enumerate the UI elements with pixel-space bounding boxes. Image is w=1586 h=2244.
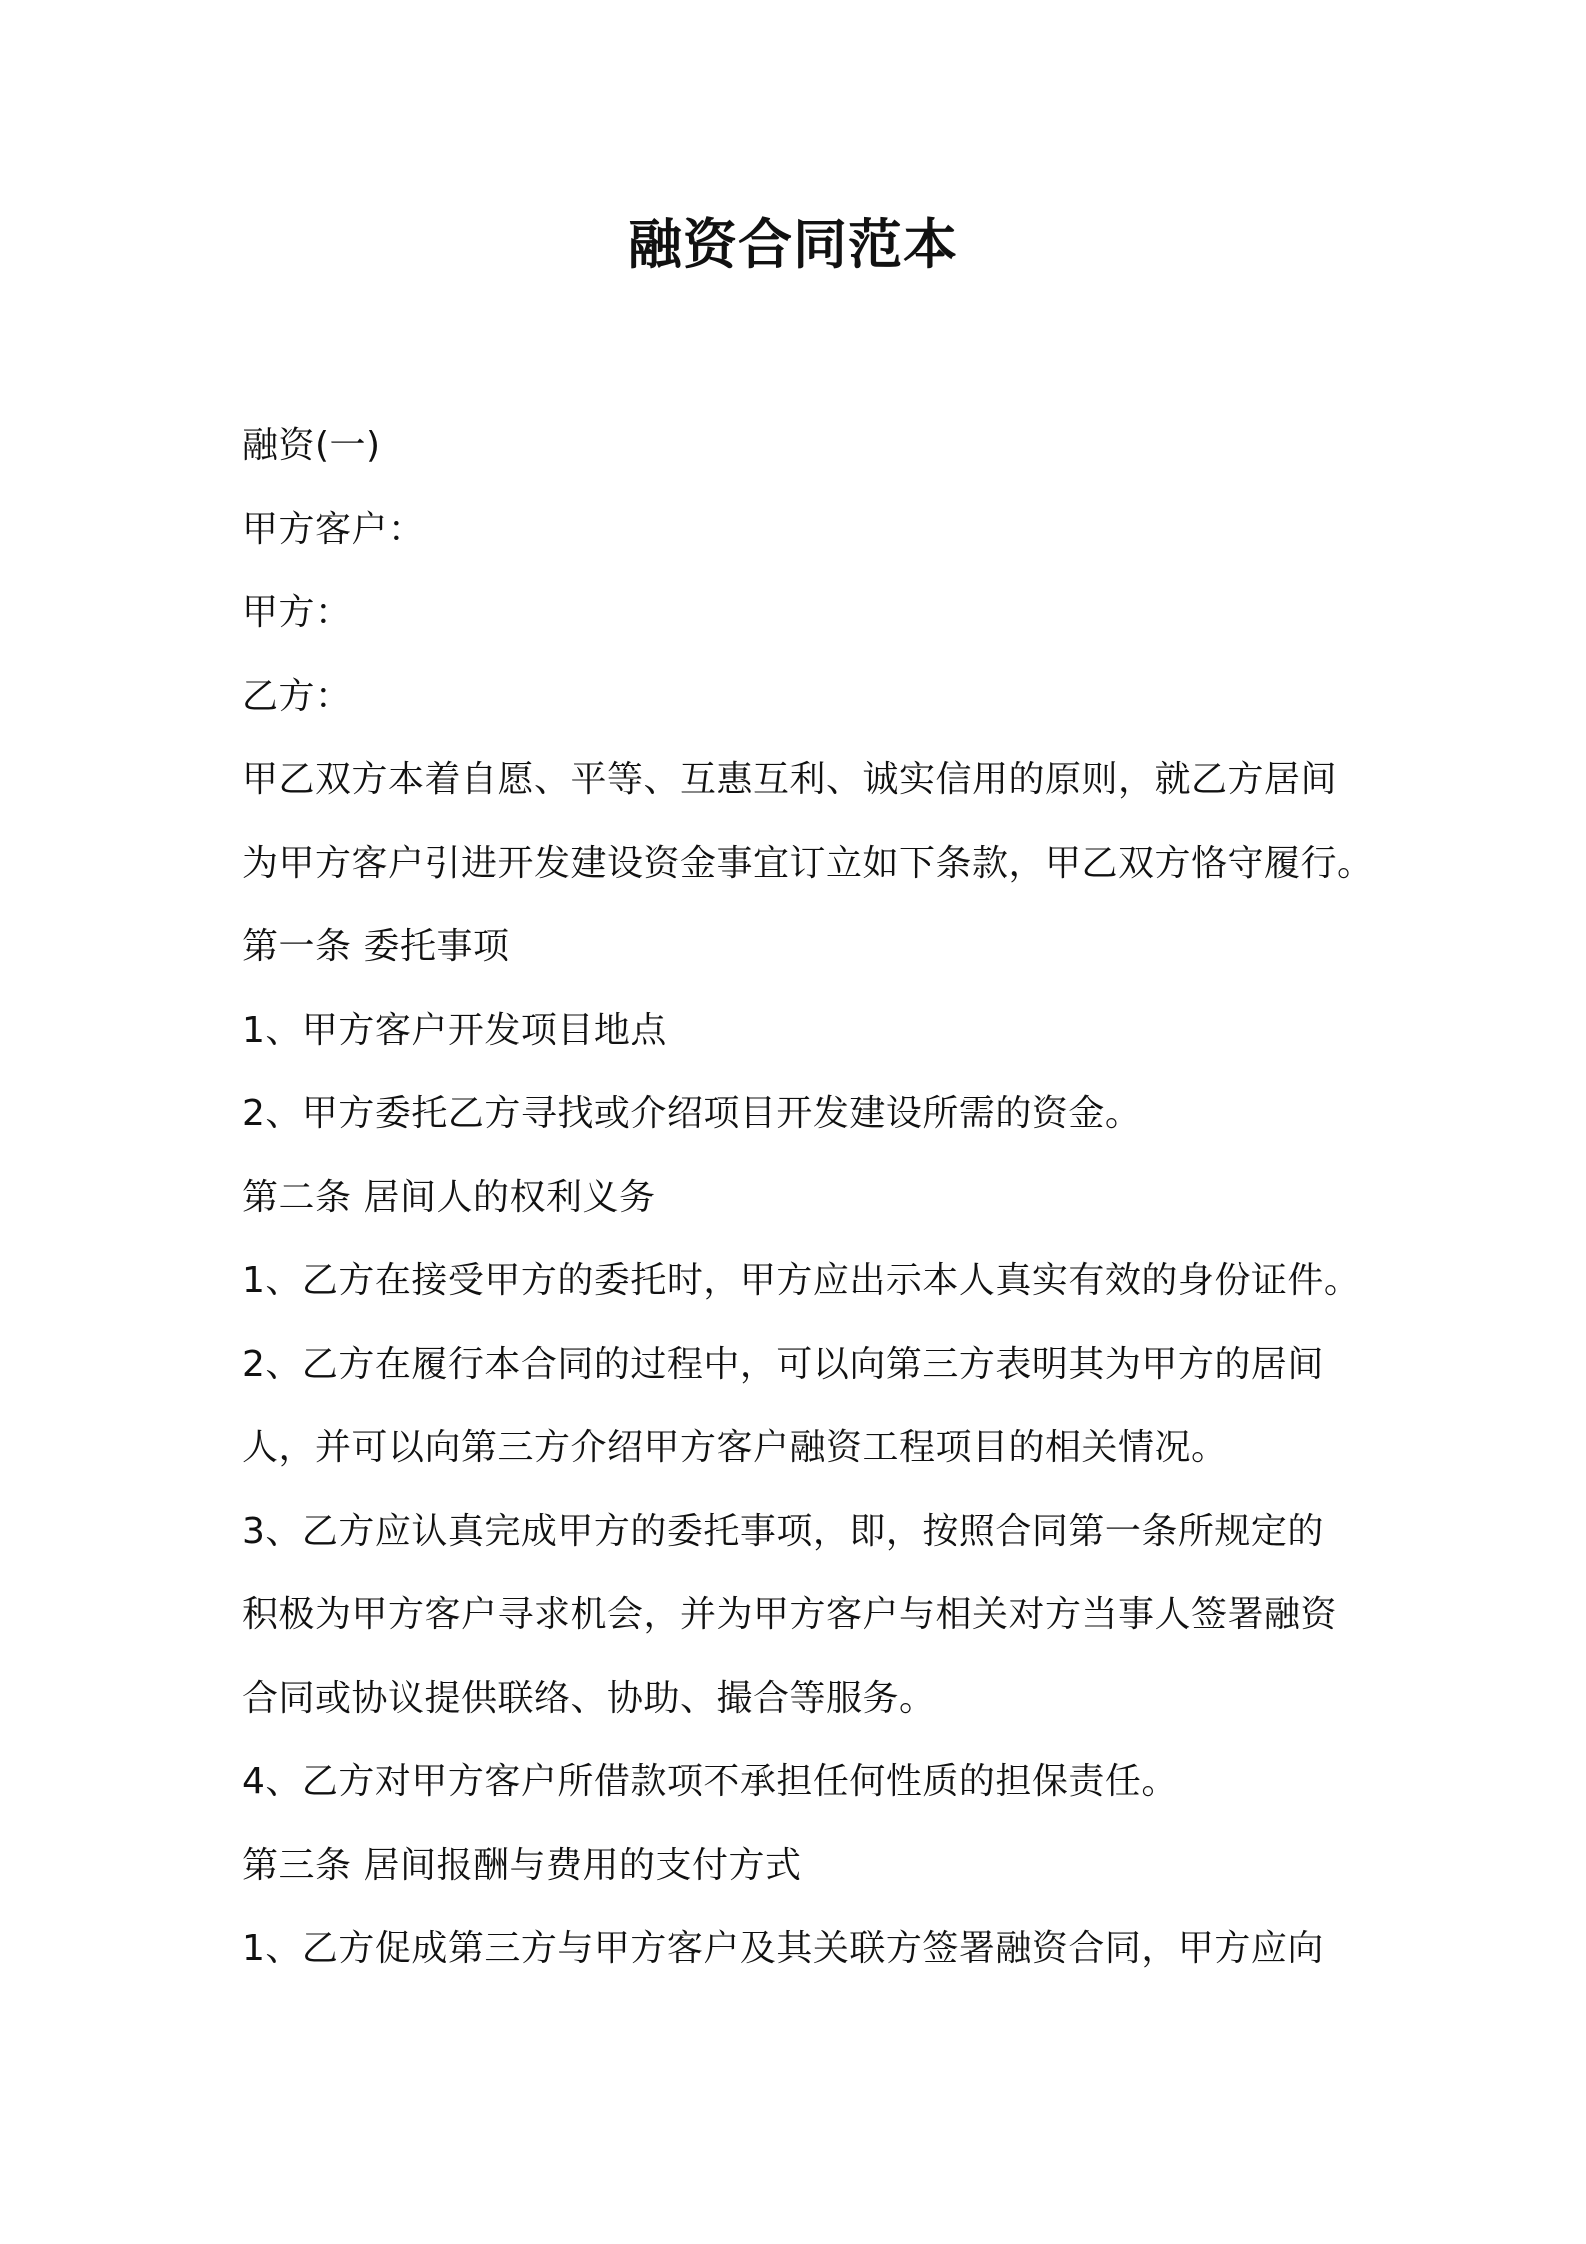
article-2-clause-4: 4、乙方对甲方客户所借款项不承担任何性质的担保责任。 xyxy=(242,1761,1178,1802)
preamble-line-1: 甲乙双方本着自愿、平等、互惠互利、诚实信用的原则，就乙方居间 xyxy=(242,759,1338,800)
article-2-clause-3-line-1: 3、乙方应认真完成甲方的委托事项，即，按照合同第一条所规定的 xyxy=(242,1510,1324,1552)
article-2-clause-2-line-1: 2、乙方在履行本合同的过程中，可以向第三方表明其为甲方的居间 xyxy=(242,1343,1324,1385)
article-3-heading: 第三条 居间报酬与费用的支付方式 xyxy=(242,1844,802,1886)
document-body xyxy=(242,404,1372,1991)
party-a-label: 甲方： xyxy=(242,592,352,633)
article-2-clause-3-line-2: 积极为甲方客户寻求机会，并为甲方客户与相关对方当事人签署融资 xyxy=(242,1594,1338,1635)
article-1-clause-1: 1、甲方客户开发项目地点 xyxy=(242,1009,667,1051)
article-2-clause-1: 1、乙方在接受甲方的委托时，甲方应出示本人真实有效的身份证件。 xyxy=(242,1260,1361,1301)
preamble-line-2: 为甲方客户引进开发建设资金事宜订立如下条款，甲乙双方恪守履行。 xyxy=(242,842,1374,884)
section-heading-financing-one: 融资(一) xyxy=(242,425,381,466)
article-2-heading: 第二条 居间人的权利义务 xyxy=(242,1176,656,1218)
party-b-label: 乙方： xyxy=(242,675,352,717)
document-title: 融资合同范本 xyxy=(628,213,958,276)
article-2-clause-3-line-3: 合同或协议提供联络、协助、撮合等服务。 xyxy=(242,1677,936,1719)
article-1-clause-2: 2、甲方委托乙方寻找或介绍项目开发建设所需的资金。 xyxy=(242,1093,1142,1134)
article-2-clause-2-line-2: 人，并可以向第三方介绍甲方客户融资工程项目的相关情况。 xyxy=(242,1427,1228,1468)
party-a-client-label: 甲方客户： xyxy=(242,508,425,550)
article-3-clause-1-line-1: 1、乙方促成第三方与甲方客户及其关联方签署融资合同，甲方应向 xyxy=(242,1928,1324,1969)
article-1-heading: 第一条 委托事项 xyxy=(242,926,510,967)
